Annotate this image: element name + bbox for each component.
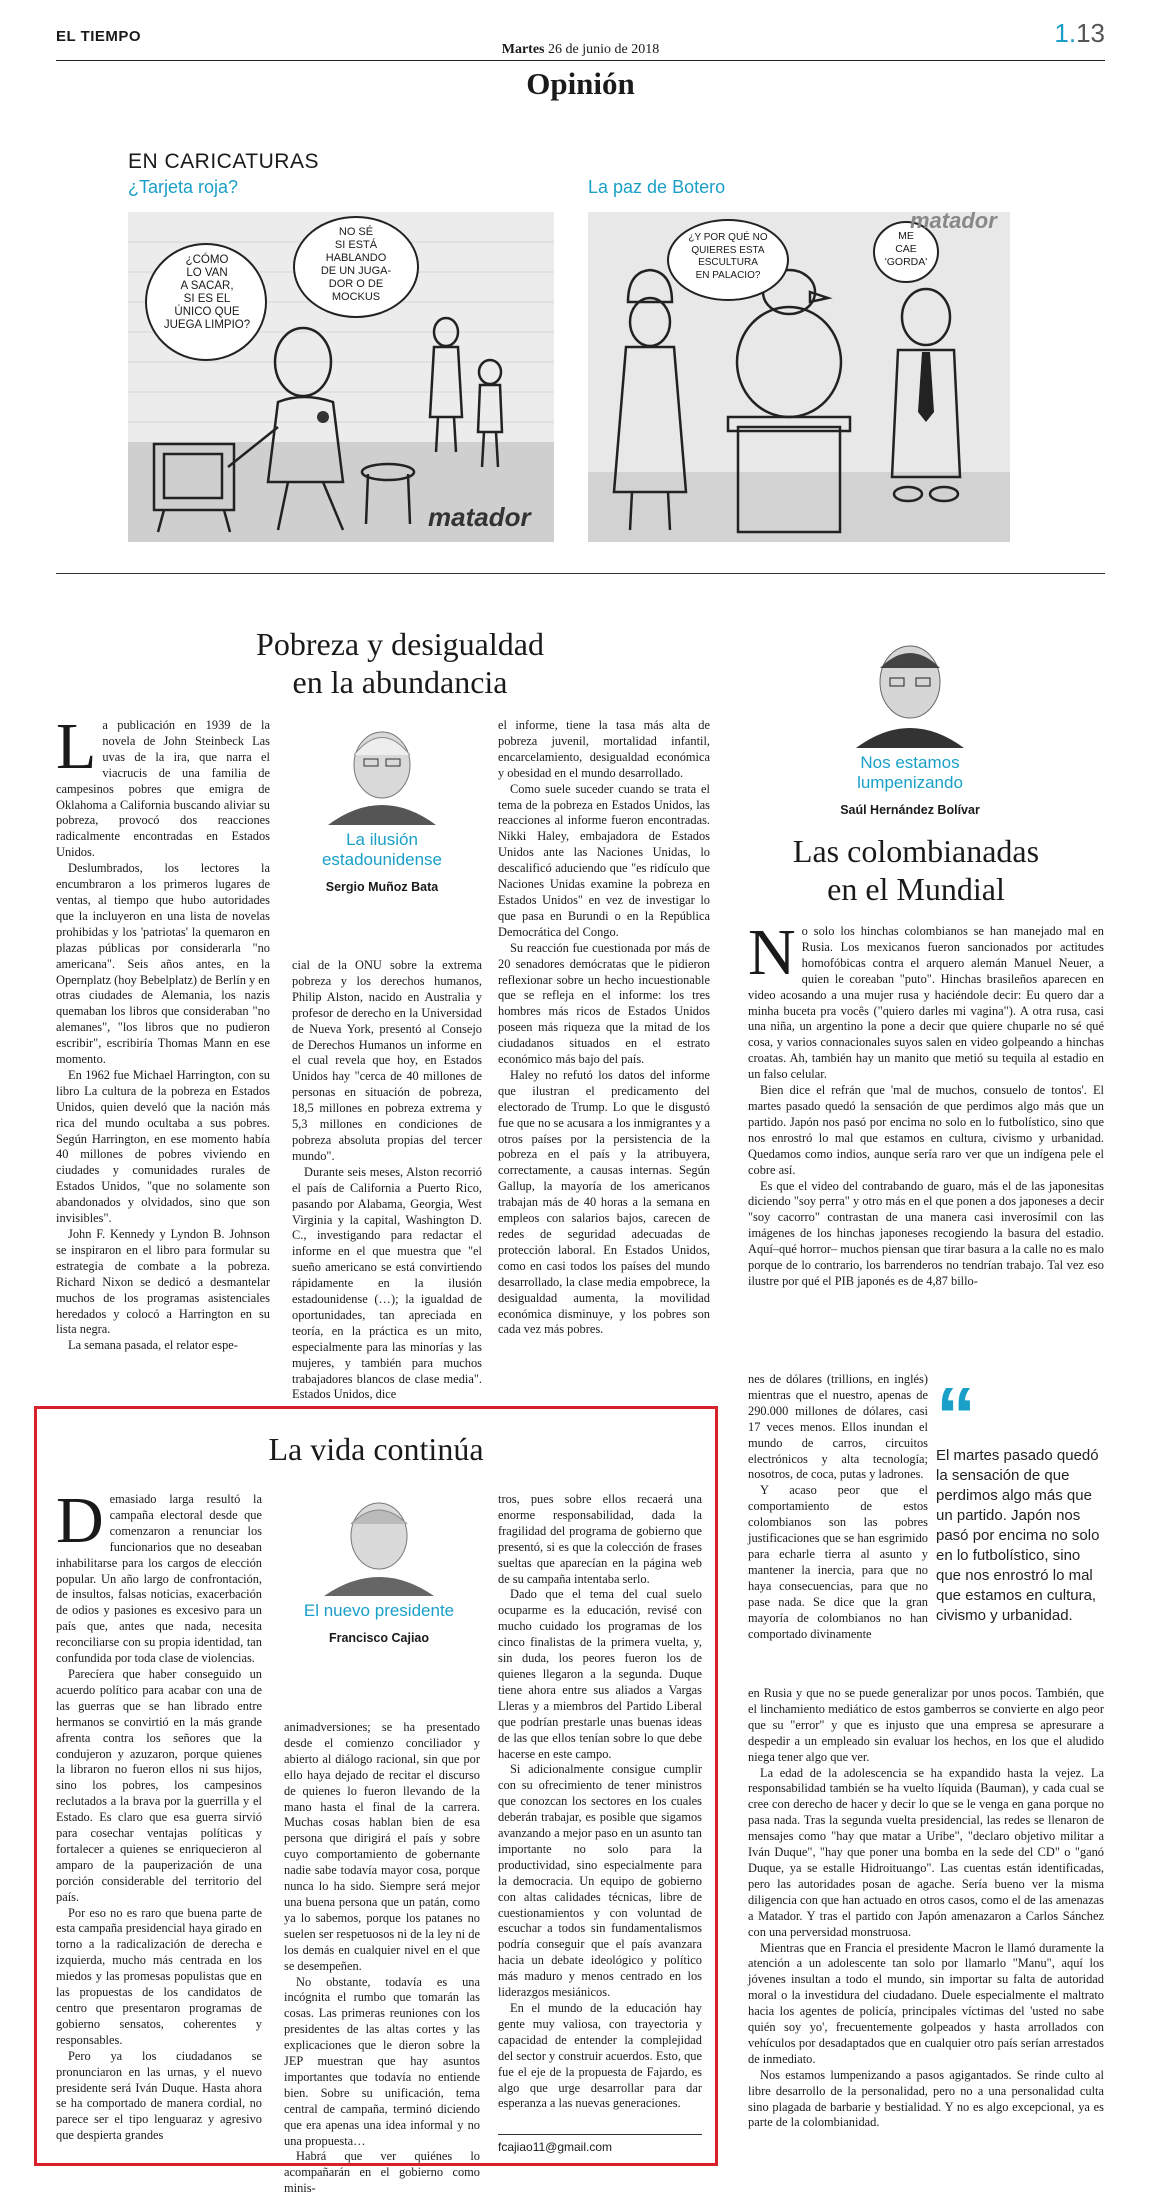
article1-column-2	[292, 958, 482, 1403]
author-photo-cajiao	[284, 1486, 474, 1596]
masthead: EL TIEMPO	[56, 28, 142, 45]
article2-column-bottom	[748, 1686, 1104, 2131]
quote-icon: “	[936, 1371, 976, 1460]
bubble-line: EN PALACIO?	[695, 269, 761, 281]
article1-paragraph	[56, 710, 270, 861]
article3-paragraph-text: emasiado larga resultó la campaña electoral desde que comenzaron a renunciar los funcionarios que no deseaban inhabilitarse para los cargos de elección popular. Un año largo de confrontación, de insultos, falsas noticias, exacerbación de odios y pasiones es excesivo para un país que, antes que nada, necesita reconciliarse con su propia identidad, tan confundida por toda clase de violencias.	[56, 1492, 262, 1666]
article3-column-3	[498, 1492, 702, 2112]
article1-paragraph: John F. Kennedy y Lyndon B. Johnson se inspiraron en el libro para formular su estrategia de combate a la pobreza. Richard Nixon se dedicó a desmantelar muchos de los programas asistenciales heredados y colocó a Harrington en su lista negra.	[56, 1227, 270, 1337]
article2-paragraph	[748, 916, 1104, 1083]
cartoon-right-bubble-1	[672, 232, 784, 282]
cartoonist-signature-right: matador	[910, 208, 997, 233]
article2-author: Saúl Hernández Bolívar	[840, 803, 980, 817]
cartoon-left-title: ¿Tarjeta roja?	[128, 177, 239, 197]
article3-dropcap: D	[56, 1484, 104, 1557]
bubble-line: LO VAN	[186, 267, 228, 279]
article3-paragraph: Pero ya los ciudadanos se pronunciaron en las urnas, y el nuevo presidente será Iván Duque. Hasta ahora se ha comportado de manera cordial, no parece ser el tipo lenguaraz y agresivo que despierta grandes	[56, 2048, 262, 2143]
article1-paragraph: Como suele suceder cuando se trata el tema de la pobreza en Estados Unidos, las reacciones al informe fueron encontradas. Nikki Haley, embajadora de Estados Unidos ante las Naciones Unidas, lo descalificó aduciendo que "es ridículo que Naciones Unidas examine la pobreza en Estados Unidos" en vez de investigar lo que pasa en Burundi o en la República Democrática del Congo.	[498, 781, 710, 939]
article3-paragraph: animadversiones; se ha presentado desde el comienzo conciliador y abierto al diálogo racional, sin que por ello haya dejado de recitar el discurso de quienes lo fueron llevando de la mano hasta el final de la carrera. Muchas cosas hablan bien de esa persona que dirigirá el país y sobre cuyo comportamiento de gobernante nadie sabe todavía mayor cosa, porque nunca lo ha sido. Siempre será mejor una buena persona que un patán, como ya lo sabemos, porque los patanes no suelen ser respetuosos ni de la ley ni de los demás en cualquier nivel en el que se desempeñen.	[284, 1720, 480, 1973]
bubble-line: SI ESTÁ	[334, 239, 378, 251]
bubble-line: CAE	[895, 243, 917, 255]
article3-byline	[284, 1486, 474, 1645]
column-name-line: La ilusión	[346, 830, 418, 849]
author-photo-munoz	[292, 715, 472, 825]
article3-paragraph: Dado que el tema del cual suelo ocuparme es la educación, revisé con mucho cuidado los programas de los cinco finalistas de la primera vuelta, y, sin duda, los peores fueron los de quienes llegaron a la segunda. Duque tiene ahora entre sus aliados a Vargas Lleras y a miembros del Partido Liberal que podrían prestarle unas buenas ideas de las que ellos tenían sobre lo que debe hacerse en este campo.	[498, 1587, 702, 1761]
article3-paragraph: tros, pues sobre ellos recaerá una enorme responsabilidad, dada la fragilidad del programa de gobierno que presentó, si es que la colección de frases sueltas que aparecían en la página web de su campaña intentaba serlo.	[498, 1492, 702, 1586]
top-rule	[56, 60, 1105, 61]
article1-paragraph-text: a publicación en 1939 de la novela de John Steinbeck Las uvas de la ira, que narra el viacrucis de una familia de campesinos pobres que emigra de Oklahoma a California buscando aliviar su pobreza, provocó dos reacciones radicalmente encontradas en Estados Unidos.	[56, 718, 270, 860]
bubble-line: QUIERES ESTA	[691, 244, 765, 256]
article3-headline: La vida continúa	[268, 1431, 484, 1467]
bubble-line: ¿Y POR QUÉ NO	[688, 232, 768, 243]
bubble-line: SI ES EL	[183, 293, 231, 305]
article2-paragraph: La edad de la adolescencia se ha expandido hasta la vejez. La responsabilidad también se ha vuelto líquida (Bauman), y cada cual se cree con derecho de hacer y decir lo que se le venga en gana porque no pasa nada. Tras la segunda vuelta presidencial, las redes se llenaron de mensajes como "hay que matar a Uribe", "declaro objetivo militar a Iván Duque", "hay que poner una bomba en la sede del CD" o "ganó Duque, ya se estalle Hidroituango". Las cuentas están identificadas, pero las autoridades posan de agache. Sería bueno ver la misma diligencia con que han actuado en otros casos, como el de las amenazas a Matador. Y tras el partido con Japón amenazaron a Carlos Sánchez con una perversidad monstruosa.	[748, 1765, 1104, 1939]
article2-headline-line2: en el Mundial	[827, 871, 1005, 907]
bubble-line: ¿CÓMO	[185, 254, 229, 266]
article3-paragraph: Por eso no es raro que buena parte de esta campaña presidencial haya girado en torno a la radicalización de derecha e izquierda, mucho más centrada en los miedos y las promesas populistas que en las propuestas de los candidatos de centro que presentaron programas de gobierno sensatos, coherentes y responsables.	[56, 1905, 262, 2047]
article2-paragraph: Bien dice el refrán que 'mal de muchos, consuelo de tontos'. El martes pasado quedó la sensación de que perdimos algo más que un partido. Japón nos pasó por encima no solo en lo futbolístico, sino que nos enrostró lo mal que estamos en cultura, civismo y urbanidad. Quedamos como indios, aunque sería raro ver que un indígena pele el cobre así.	[748, 1083, 1104, 1177]
bubble-line: NO SÉ	[338, 226, 374, 238]
page-prefix: 1.	[1054, 18, 1077, 48]
bubble-line: ME	[898, 230, 914, 242]
cartoon-left	[128, 212, 554, 542]
article1-paragraph: Haley no refutó los datos del informe que ilustran el predicamento del electorado de Trump. Lo que le disgustó fue que no se acusara a los inmigrantes y a otros países por la persistencia de la pobreza en el país y la atribuyera, correctamente, a causas internas. Según Gallup, la mayoría de los americanos trabajan más de 40 horas a la semana en empleos con salarios bajos, carecen de redes de seguridad adecuadas de protección laboral. En Estados Unidos, como en casi todos los países del mundo desarrollado, la clase media empobrece, la desigualdad aumenta, la movilidad económica disminuye, y los pobres son cada vez más pobres.	[498, 1067, 710, 1337]
bubble-line: DOR O DE	[328, 278, 384, 290]
article3-paragraph	[56, 1484, 262, 1667]
article1-paragraph: cial de la ONU sobre la extrema pobreza y los derechos humanos, Philip Alston, nacido en Australia y profesor de derecho en la Universidad de Nueva York, presentó al Consejo de Derechos Humanos un informe en el cual revela que hoy, en Estados Unidos hay "cerca de 40 millones de personas en situación de pobreza, 18,5 millones en pobreza extrema y 5,3 millones en condiciones de pobreza absoluta propias del tercer mundo".	[292, 958, 482, 1163]
column-name-line: estadounidense	[321, 850, 443, 869]
bubble-line: ESCULTURA	[698, 257, 758, 268]
article3-paragraph: Parecíera que haber conseguido un acuerdo político para acabar con una de las guerras que se han librado entre hermanos se convirtió en la más grande afrenta contra los señores que la condujeron y azuzaron, porque quienes la libraron no fueron ellos ni sus hijos, sino los pobres, los campesinos reclutados a la brava por la guerrilla y el Estado. Es claro que esa guerra sirvió para cosechar ventajas políticas y fortalecer a quienes se enriquecieron al amparo de la pauperización de una porción considerable del territorio del país.	[56, 1666, 262, 1904]
cartoonist-signature-left: matador	[428, 502, 531, 532]
article1-paragraph: Durante seis meses, Alston recorrió el país de California a Puerto Rico, pasando por Alabama, Georgia, West Virginia y la capital, Washington D. C., investigando para redactar el informe en el que muestra que "el sueño americano se está convirtiendo rápidamente en la ilusión estadounidense (…); la igualdad de oportunidades, tan apreciada en teoría, en la práctica es un mito, especialmente para las minorías y las mujeres, y también para muchos trabajadores blancos de clase media". Estados Unidos, dice	[292, 1164, 482, 1402]
article1-headline-line1: Pobreza y desigualdad	[256, 626, 544, 662]
article2-column-name	[800, 753, 1020, 793]
section-title: Opinión	[526, 66, 635, 101]
article1-headline-line2: en la abundancia	[292, 664, 508, 700]
column-name-line: lumpenizando	[857, 773, 963, 792]
article3-author: Francisco Cajiao	[328, 1631, 430, 1645]
bubble-line: JUEGA LIMPIO?	[163, 319, 251, 331]
article2-byline	[800, 620, 1020, 817]
cartoons-divider	[56, 573, 1105, 574]
cartoon-left-bubble-2	[300, 226, 412, 304]
article3-paragraph: En el mundo de la educación hay gente muy valiosa, con trayectoria y capacidad de entender la complejidad del sector y construir acuerdos. Esto, que fue el eje de la propuesta de Fajardo, es algo que urge desarrollar para dar esperanza a las nuevas generaciones.	[498, 2001, 702, 2111]
article2-paragraph: Es que el video del contrabando de guaro, más el de las japonesitas diciendo "soy perra" y otro más en el que ponen a dos japoneses a decir "soy cacorro" contrastan de una manera casi inverosímil con las imágenes de los hinchas japoneses recogiendo la basura del estadio. Aquí–qué horror– muchos piensan que tirar basura a la calle no es malo porque de lo contrario, los barrenderos no tendrían trabajo. Tal vez eso ilustre por qué el PIB japonés es de 4,87 billo-	[748, 1178, 1104, 1288]
article1-column-3	[498, 718, 710, 1338]
dateline	[0, 42, 1161, 58]
article2-headline	[726, 832, 1106, 908]
bubble-line: 'GORDA'	[884, 256, 928, 268]
email-divider	[498, 2134, 702, 2135]
article2-paragraph: nes de dólares (trillions, en inglés) mientras que el nuestro, apenas de 290.000 millones de dólares, casi 17 veces menos. Ellos inundan el mundo de carros, circuitos electrónicos y alta tecnología; nosotros, de coca, putas y ladrones.	[748, 1372, 928, 1482]
cartoon-right-title: La paz de Botero	[588, 177, 726, 197]
article2-paragraph: Mientras que en Francia el presidente Macron le llamó duramente la atención a un adolescente tan solo por llamarlo "Manu", aquí los jóvenes insultan a todo el mundo, sin importar su falta de autoridad moral o la investidura del ciudadano. Duele especialmente el maltrato hacia los agentes de policía, principales víctimas del 'usted no sabe quién soy yo', frecuentemente golpeados y hasta arrollados con vehículos por desadaptados que en cualquier otro país serían arrestados de inmediato.	[748, 1940, 1104, 2066]
date-day: Martes	[501, 42, 545, 57]
article1-paragraph: La semana pasada, el relator espe-	[68, 1338, 238, 1353]
article2-paragraph: Y acaso peor que el comportamiento de estos colombianos son las pobres justificaciones que se han esgrimido para echarle tierra al asunto y mantener la inercia, para que no haya consecuencias, para que no pase nada. Se dice que la gran mayoría de colombianos no han comportado divinamente	[748, 1483, 928, 1641]
article3-column-name: El nuevo presidente	[303, 1601, 455, 1620]
article1-byline	[292, 715, 472, 894]
article3-paragraph: Habrá que ver quiénes lo acompañarán en el gobierno como minis-	[284, 2149, 480, 2196]
article1-paragraph: Su reacción fue cuestionada por más de 20 senadores demócratas que le pidieron reflexionar sobre un hecho incuestionable que se refleja en el informe: los tres hombres más ricos de Estados Unidos poseen más riqueza que la mitad de los ciudadanos situados en el estrato económico más bajo del país.	[498, 940, 710, 1067]
article1-paragraph: Deslumbrados, los lectores la encumbraron a los primeros lugares de ventas, al tiempo que hubo autoridades que la incluyeron en una lista de novelas prohibidas y los 'patriotas' la quemaron en plazas públicas por considerarla "no americana". Seis años antes, en la Opernplatz (hoy Bebelplatz) de Berlín y en otras ciudades de Alemania, los nazis quemaban los libros que consideraban "no alemanes", "los libros que no pudieron escribir", escribiría Thomas Mann en ese momento.	[56, 861, 271, 1067]
cartoon-right-bubble-2	[878, 230, 934, 269]
article2-paragraph: Nos estamos lumpenizando a pasos agigantados. Se rinde culto al libre desarrollo de la personalidad, pero no a una personalidad culta sino plagada de barbarie y bestialidad. Y no es algo excepcional, ya es parte de la colombianidad.	[748, 2067, 1104, 2130]
page-number-value: 13	[1076, 18, 1105, 48]
cartoons-heading: EN CARICATURAS	[128, 150, 319, 173]
bubble-line: DE UN JUGA-	[320, 265, 392, 277]
bubble-line: ÚNICO QUE	[174, 306, 240, 318]
article2-column-top	[748, 916, 1104, 1290]
article1-dropcap: L	[56, 710, 97, 783]
article2-pull-quote	[936, 1371, 1106, 1626]
article1-headline	[120, 625, 680, 701]
article2-paragraph-text: o solo los hinchas colombianos se han manejado mal en Rusia. Los mexicanos fueron sancionados por actitudes homofóbicas contra el arquero alemán Manuel Neuer, a quien le coreaban "puto". Hinchas brasileños aparecen en video acosando a una mujer rusa y haciéndole decir: Eu quero dar a minha buceta pra vocês ("quiero darles mi vagina"). A otra rusa, casi una niña, un argentino la pone a decir que quiere chuparle no sé qué cosa, y varios connacionales suyos salen en video golpeando a hinchas croatas. Ah, también hay un manito que metió su tequila al estadio en un falso celular.	[748, 924, 1104, 1082]
article1-author: Sergio Muñoz Bata	[325, 880, 439, 894]
cartoon-left-bubble-1	[152, 254, 262, 332]
pull-quote-text: El martes pasado quedó la sensación de que perdimos algo más que un partido. Japón nos pasó por encima no solo en lo futbolístico, sino que nos enrostró lo mal que estamos en cultura, civismo y urbanidad.	[936, 1447, 1100, 1624]
cartoon-right-drawing	[588, 212, 1010, 542]
article3-column-1	[56, 1484, 262, 2144]
article1-column-name	[292, 830, 472, 870]
date-rest: 26 de junio de 2018	[548, 42, 660, 57]
author-photo-hernandez	[800, 620, 1020, 748]
article3-email[interactable]: fcajiao11@gmail.com	[498, 2140, 613, 2154]
article2-column-narrow	[748, 1372, 928, 1642]
article3-column-2	[284, 1720, 480, 2197]
article2-paragraph: en Rusia y que no se puede generalizar por unos pocos. También, que el linchamiento mediático de estos gamberros se convierte en algo peor que su "error" y que es injusto que una empresa se apresurare a despedir a un empleado sin evaluar los hechos, en los que el aludido niega tener algo que ver.	[748, 1686, 1104, 1764]
column-name-line: Nos estamos	[860, 753, 960, 772]
article2-dropcap: N	[748, 916, 796, 989]
article1-paragraph: En 1962 fue Michael Harrington, con su libro La cultura de la pobreza en Estados Unidos, quien develó que la nación más rica del mundo ocultaba a sus pobres. Según Harrington, en ese momento había 40 millones de pobres viviendo en ciudades y comunidades rurales de Estados Unidos, "que no solamente son abandonados y olvidados, sino que son invisibles".	[56, 1067, 270, 1226]
cartoon-right	[588, 208, 1010, 542]
bubble-line: A SACAR,	[180, 280, 234, 292]
article1-column-1	[56, 710, 271, 1354]
article2-headline-line1: Las colombianadas	[792, 833, 1040, 869]
article1-paragraph: el informe, tiene la tasa más alta de pobreza juvenil, mortalidad infantil, encarcelamiento, desigualdad económica y obesidad en el mundo desarrollado.	[498, 718, 710, 780]
article3-paragraph: No obstante, todavía es una incógnita el rumbo que tomarán las cosas. Las primeras reuniones con los presidentes de las altas cortes y las explicaciones que le dieron sobre la JEP muestran que hay asuntos importantes que todavía no entiende bien. Sobre su unificación, tema central de campaña, terminó diciendo que era apenas una idea informal y no una propuesta…	[284, 1974, 480, 2148]
bubble-line: MOCKUS	[331, 291, 381, 303]
bubble-line: HABLANDO	[325, 252, 387, 264]
article3-paragraph: Si adicionalmente consigue cumplir con su ofrecimiento de tener ministros que conozcan los sectores en los cuales deberán trabajar, es posible que sigamos avanzando a mejor paso en un asunto tan importante no solo para la productividad, sino especialmente para la democracia. Un equipo de gobierno con altas calidades técnicas, libre de cuestionamientos y con voluntad de escuchar a todos sin fundamentalismos podría conseguir que el país avanzara hacia un debate ideológico y político más maduro y menos centrado en los liderazgos mesiánicos.	[498, 1762, 702, 2000]
